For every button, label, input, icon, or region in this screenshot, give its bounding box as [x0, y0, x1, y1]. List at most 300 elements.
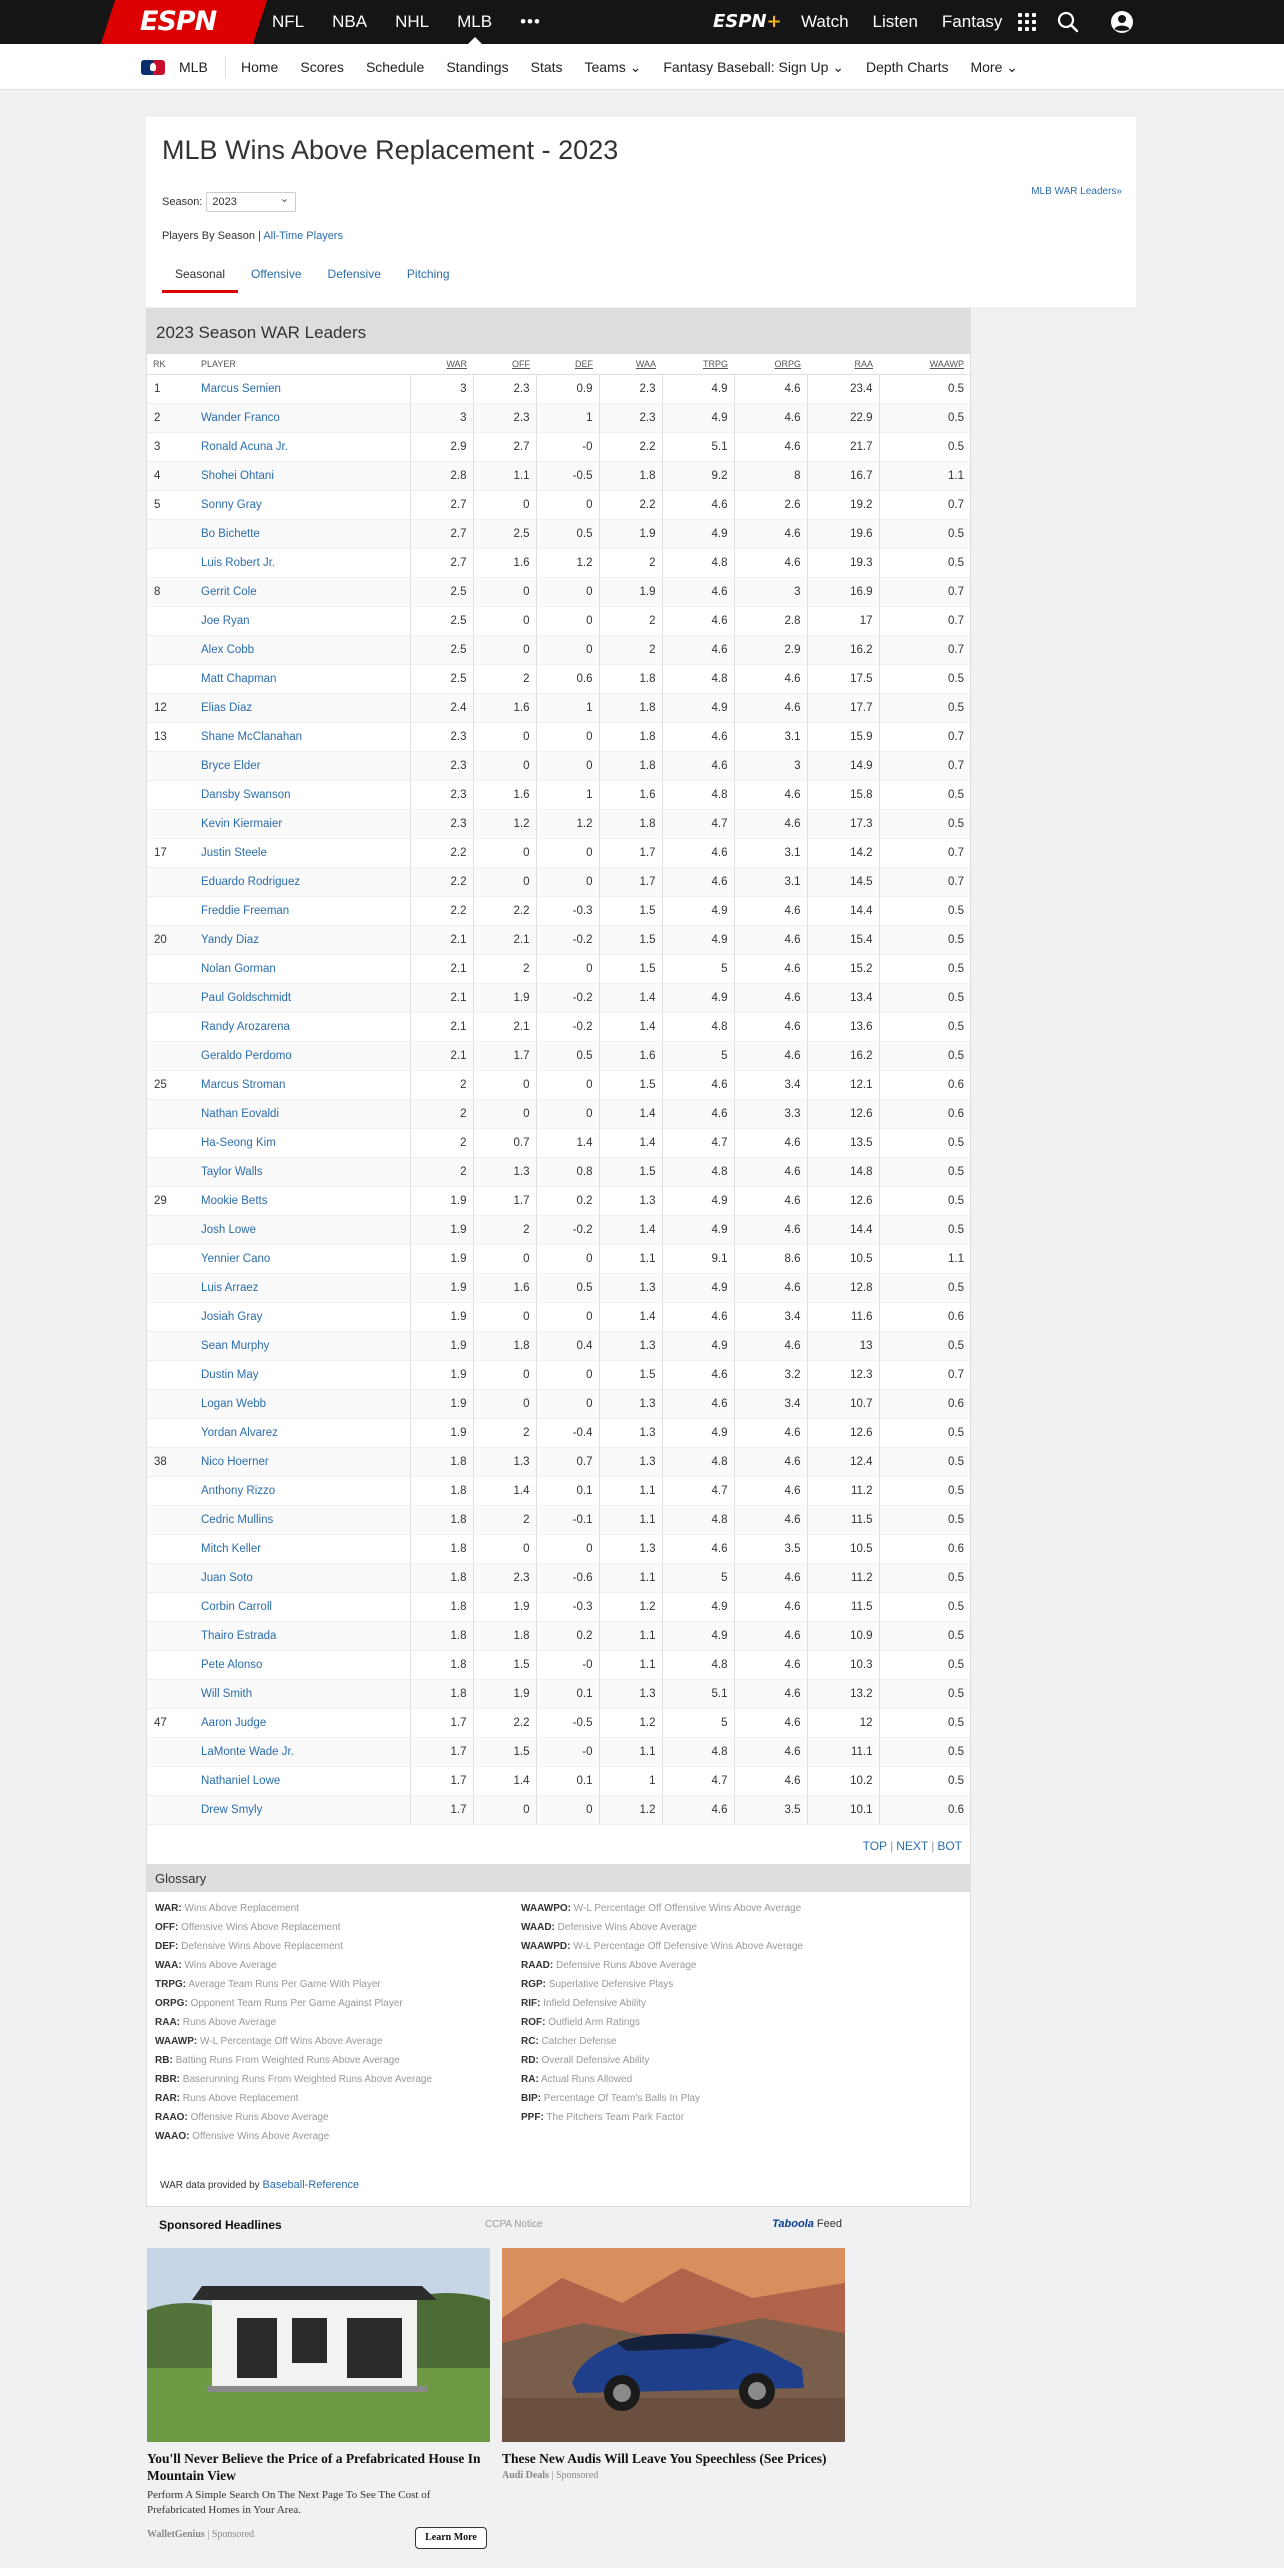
player-name-link[interactable]: Elias Diaz [195, 693, 410, 722]
player-name-link[interactable]: LaMonte Wade Jr. [195, 1737, 410, 1766]
player-name-link[interactable]: Nolan Gorman [195, 954, 410, 983]
stat-cell: 2.5 [410, 577, 473, 606]
subnav-depth-charts[interactable]: Depth Charts [865, 59, 949, 75]
table-row [147, 577, 970, 606]
col-def[interactable]: DEF [536, 354, 599, 374]
stat-cell: 1.3 [599, 1389, 662, 1418]
stat-cell: 4.6 [734, 1766, 807, 1795]
stat-cell: 0.5 [879, 1012, 970, 1041]
learn-more-button[interactable]: Learn More [415, 2527, 487, 2549]
stat-cell: 0 [536, 867, 599, 896]
stat-cell: 0.5 [879, 403, 970, 432]
season-label: Season: [162, 196, 203, 208]
player-name-link[interactable]: Paul Goldschmidt [195, 983, 410, 1012]
stat-cell: 0.7 [879, 1360, 970, 1389]
stat-cell: 2.7 [410, 519, 473, 548]
rank-cell: 2 [147, 403, 195, 432]
stat-cell: 14.4 [807, 896, 879, 925]
stat-cell: 0 [536, 1534, 599, 1563]
rank-cell [147, 780, 195, 809]
stat-cell: -0.3 [536, 896, 599, 925]
stat-cell: 0.1 [536, 1476, 599, 1505]
stat-cell: 3.3 [734, 1099, 807, 1128]
player-name-link[interactable]: Marcus Semien [195, 374, 410, 403]
rank-cell [147, 954, 195, 983]
player-name-link[interactable]: Dustin May [195, 1360, 410, 1389]
stat-cell: 0.5 [879, 432, 970, 461]
player-name-link[interactable]: Sean Murphy [195, 1331, 410, 1360]
nav-mlb[interactable]: MLB [457, 0, 492, 44]
stat-cell: 0 [536, 1795, 599, 1824]
stat-cell: 1.2 [536, 809, 599, 838]
player-name-link[interactable]: Nathaniel Lowe [195, 1766, 410, 1795]
stat-cell: 13.2 [807, 1679, 879, 1708]
table-row [147, 1795, 970, 1824]
stat-cell: 0 [473, 1360, 536, 1389]
stat-cell: 2.1 [410, 983, 473, 1012]
stat-cell: 4.6 [662, 1795, 734, 1824]
season-select[interactable]: 2023 ⌄ [206, 192, 296, 212]
stat-cell: 2.3 [410, 780, 473, 809]
stat-cell: 1.4 [599, 1012, 662, 1041]
stat-cell: 1.7 [410, 1708, 473, 1737]
stat-cell: 1 [599, 1766, 662, 1795]
table-row [147, 1621, 970, 1650]
stat-cell: 2.8 [734, 606, 807, 635]
stat-cell: 2 [599, 606, 662, 635]
rank-cell [147, 1302, 195, 1331]
table-row [147, 1505, 970, 1534]
stat-cell: 0 [536, 1389, 599, 1418]
stat-cell: 0 [473, 751, 536, 780]
stat-cell: 0.5 [879, 780, 970, 809]
stat-cell: 0.5 [879, 1128, 970, 1157]
player-name-link[interactable]: Pete Alonso [195, 1650, 410, 1679]
player-name-link[interactable]: Thairo Estrada [195, 1621, 410, 1650]
stat-cell: 10.7 [807, 1389, 879, 1418]
rank-cell [147, 606, 195, 635]
stat-cell: 1.6 [599, 780, 662, 809]
subnav-standings[interactable]: Standings [446, 59, 509, 75]
stat-cell: 8.6 [734, 1244, 807, 1273]
stat-cell: 0.7 [879, 635, 970, 664]
player-name-link[interactable]: Logan Webb [195, 1389, 410, 1418]
stat-cell: 2.1 [473, 1012, 536, 1041]
stat-cell: 1.2 [599, 1708, 662, 1737]
table-row [147, 606, 970, 635]
glossary-entry: WAA: Wins Above Average [155, 1960, 277, 1971]
player-name-link[interactable]: Justin Steele [195, 838, 410, 867]
nav-watch[interactable]: Watch [801, 12, 849, 31]
col-waa[interactable]: WAA [599, 354, 662, 374]
player-name-link[interactable]: Freddie Freeman [195, 896, 410, 925]
taboola-feed-logo[interactable]: Taboola Feed [772, 2218, 842, 2230]
stat-cell: 4.6 [734, 1215, 807, 1244]
stat-cell: 1.8 [410, 1592, 473, 1621]
stat-cell: 2 [410, 1128, 473, 1157]
player-name-link[interactable]: Anthony Rizzo [195, 1476, 410, 1505]
sponsored-header [147, 2218, 842, 2234]
stat-cell: 0 [536, 635, 599, 664]
espn-logo[interactable]: ESPN [140, 6, 217, 37]
rank-cell [147, 751, 195, 780]
stat-cell: 1.8 [410, 1621, 473, 1650]
stat-cell: -0.2 [536, 1215, 599, 1244]
ad-description-prefab-house: Perform A Simple Search On The Next Page To See The Cost of Prefabricated Homes in Your Area. [147, 2489, 431, 2516]
stat-cell: 5.1 [662, 432, 734, 461]
table-row [147, 1708, 970, 1737]
subnav-schedule[interactable]: Schedule [365, 59, 425, 75]
pager-next[interactable]: NEXT [896, 1839, 929, 1853]
stat-cell: 3.4 [734, 1302, 807, 1331]
col-off[interactable]: OFF [473, 354, 536, 374]
rank-cell: 38 [147, 1447, 195, 1476]
stat-cell: 1.6 [473, 693, 536, 722]
player-name-link[interactable]: Matt Chapman [195, 664, 410, 693]
rank-cell [147, 548, 195, 577]
table-row [147, 722, 970, 751]
stat-cell: 1.4 [599, 1128, 662, 1157]
stat-cell: 0 [473, 577, 536, 606]
stat-cell: 0 [536, 751, 599, 780]
stat-cell: 12.4 [807, 1447, 879, 1476]
player-name-link[interactable]: Luis Robert Jr. [195, 548, 410, 577]
stat-cell: 0.5 [879, 1186, 970, 1215]
nav-nba[interactable]: NBA [332, 12, 368, 31]
media-nav [801, 0, 1026, 44]
stat-cell: 2.3 [410, 751, 473, 780]
ad-title-prefab-house[interactable]: You'll Never Believe the Price of a Prefabricated House In Mountain View [147, 2451, 481, 2483]
player-name-link[interactable]: Drew Smyly [195, 1795, 410, 1824]
stat-cell: 1.8 [410, 1534, 473, 1563]
stat-cell: 2 [599, 635, 662, 664]
stat-cell: 1.9 [410, 1331, 473, 1360]
search-icon[interactable] [1057, 11, 1079, 33]
user-profile-icon[interactable] [1110, 10, 1134, 34]
mlb-logo-icon[interactable] [141, 60, 165, 75]
stat-cell: 12.6 [807, 1186, 879, 1215]
stat-cell: 1.9 [599, 577, 662, 606]
stat-cell: 2.2 [473, 1708, 536, 1737]
table-row [147, 1563, 970, 1592]
player-name-link[interactable]: Aaron Judge [195, 1708, 410, 1737]
glossary-entry: WAAD: Defensive Wins Above Average [521, 1922, 698, 1933]
subnav-more[interactable]: More ⌄ [970, 59, 1018, 75]
stat-cell: 2 [473, 954, 536, 983]
stat-cell: 2.3 [410, 722, 473, 751]
stat-cell: 0.9 [536, 374, 599, 403]
player-name-link[interactable]: Will Smith [195, 1679, 410, 1708]
rank-cell [147, 1795, 195, 1824]
player-name-link[interactable]: Marcus Stroman [195, 1070, 410, 1099]
page-title: MLB Wins Above Replacement - 2023 [162, 135, 619, 165]
stat-cell: 4.6 [662, 490, 734, 519]
stat-cell: 4.6 [734, 1679, 807, 1708]
nav-nhl[interactable]: NHL [395, 12, 430, 31]
stat-cell: 2.2 [410, 867, 473, 896]
stat-cell: 1.9 [473, 983, 536, 1012]
stat-cell: 0.6 [536, 664, 599, 693]
subnav-divider [225, 56, 226, 78]
player-name-link[interactable]: Mookie Betts [195, 1186, 410, 1215]
player-name-link[interactable]: Mitch Keller [195, 1534, 410, 1563]
baseball-reference-link[interactable]: Baseball-Reference [262, 2179, 360, 2191]
stat-cell: 0 [536, 954, 599, 983]
player-name-link[interactable]: Kevin Kiermaier [195, 809, 410, 838]
stat-cell: 1.8 [599, 693, 662, 722]
table-row [147, 490, 970, 519]
stat-cell: 2.1 [410, 1012, 473, 1041]
pager-separator: | [890, 1839, 894, 1853]
stat-cell: 3.1 [734, 722, 807, 751]
player-name-link[interactable]: Ha-Seong Kim [195, 1128, 410, 1157]
subnav-scores[interactable]: Scores [300, 59, 344, 75]
nav-nfl[interactable]: NFL [272, 12, 305, 31]
stat-cell: 4.6 [734, 693, 807, 722]
stat-cell: 1.1 [599, 1476, 662, 1505]
stat-cell: 4.6 [734, 1563, 807, 1592]
stat-cell: 4.8 [662, 1505, 734, 1534]
player-name-link[interactable]: Josiah Gray [195, 1302, 410, 1331]
player-name-link[interactable]: Eduardo Rodriguez [195, 867, 410, 896]
espn-plus-logo[interactable]: ESPN+ [713, 11, 782, 32]
subnav-stats[interactable]: Stats [530, 59, 563, 75]
stat-cell: 4.6 [662, 1302, 734, 1331]
col-waawp[interactable]: WAAWP [879, 354, 970, 374]
stat-cell: 2.3 [473, 403, 536, 432]
table-body [147, 374, 970, 1824]
stat-cell: 4.7 [662, 1128, 734, 1157]
table-row [147, 1099, 970, 1128]
player-name-link[interactable]: Juan Soto [195, 1563, 410, 1592]
stat-cell: 4.9 [662, 896, 734, 925]
subnav-league-label[interactable]: MLB [179, 59, 208, 75]
pager-bot[interactable]: BOT [937, 1839, 962, 1853]
tab-pitching[interactable]: Pitching [406, 267, 450, 281]
player-name-link[interactable]: Gerrit Cole [195, 577, 410, 606]
stat-cell: 4.6 [662, 1360, 734, 1389]
stat-cell: 2.3 [410, 809, 473, 838]
subnav-teams[interactable]: Teams ⌄ [584, 59, 642, 75]
table-row [147, 1128, 970, 1157]
stat-cell: -0 [536, 432, 599, 461]
player-name-link[interactable]: Taylor Walls [195, 1157, 410, 1186]
pager-top[interactable]: TOP [862, 1839, 888, 1853]
stat-cell: 0.5 [879, 809, 970, 838]
stat-cell: 13.6 [807, 1012, 879, 1041]
stat-cell: 4.6 [662, 1534, 734, 1563]
stat-cell: 0.5 [879, 1505, 970, 1534]
stat-cell: 0 [473, 1244, 536, 1273]
stat-cell: 1 [536, 693, 599, 722]
stat-cell: 3 [410, 403, 473, 432]
stat-cell: 2.5 [410, 664, 473, 693]
tab-offensive[interactable]: Offensive [251, 267, 302, 281]
rank-cell [147, 1012, 195, 1041]
player-name-link[interactable]: Yandy Diaz [195, 925, 410, 954]
tab-seasonal[interactable]: Seasonal [162, 259, 238, 293]
table-row [147, 983, 970, 1012]
all-time-players-link[interactable]: All-Time Players [263, 230, 343, 242]
stat-cell: 0.5 [879, 548, 970, 577]
stat-cell: 4.8 [662, 1737, 734, 1766]
stat-cell: 3 [734, 751, 807, 780]
player-name-link[interactable]: Joe Ryan [195, 606, 410, 635]
stat-cell: 2.3 [599, 374, 662, 403]
stat-cell: 12.8 [807, 1273, 879, 1302]
player-name-link[interactable]: Shane McClanahan [195, 722, 410, 751]
glossary-entry: WAAWPO: W-L Percentage Off Offensive Wins Above Average [521, 1903, 802, 1914]
stat-cell: 0 [536, 1099, 599, 1128]
nav-listen[interactable]: Listen [872, 12, 918, 31]
stat-cell: 2 [473, 1418, 536, 1447]
stat-cell: 1.5 [599, 1157, 662, 1186]
glossary-entry: DEF: Defensive Wins Above Replacement [155, 1941, 343, 1952]
ad-image-audi[interactable] [502, 2248, 845, 2442]
player-name-link[interactable]: Yennier Cano [195, 1244, 410, 1273]
stat-cell: 4.6 [734, 664, 807, 693]
stat-cell: 14.4 [807, 1215, 879, 1244]
player-name-link[interactable]: Wander Franco [195, 403, 410, 432]
stat-cell: 1.3 [599, 1447, 662, 1476]
stat-cell: 4.9 [662, 374, 734, 403]
stat-cell: 1.3 [473, 1157, 536, 1186]
stat-cell: 0 [536, 838, 599, 867]
stat-cell: 0 [473, 1099, 536, 1128]
stat-cell: 0.8 [536, 1157, 599, 1186]
apps-grid-icon[interactable] [1018, 13, 1036, 31]
rank-cell [147, 896, 195, 925]
stat-cell: 13.5 [807, 1128, 879, 1157]
col-war[interactable]: WAR [410, 354, 473, 374]
stat-cell: 1.8 [599, 809, 662, 838]
col-trpg[interactable]: TRPG [662, 354, 734, 374]
table-row [147, 1273, 970, 1302]
tab-defensive[interactable]: Defensive [327, 267, 381, 281]
player-name-link[interactable]: Cedric Mullins [195, 1505, 410, 1534]
stat-cell: 2.7 [473, 432, 536, 461]
player-name-link[interactable]: Geraldo Perdomo [195, 1041, 410, 1070]
stat-cell: 0.7 [879, 867, 970, 896]
player-name-link[interactable]: Dansby Swanson [195, 780, 410, 809]
stat-cell: 1.9 [410, 1418, 473, 1447]
stat-cell: 1.8 [410, 1679, 473, 1708]
stat-cell: 1.4 [599, 1099, 662, 1128]
stat-cell: 4.9 [662, 1215, 734, 1244]
stat-cell: 4.6 [734, 1505, 807, 1534]
stat-cell: 16.9 [807, 577, 879, 606]
player-name-link[interactable]: Bryce Elder [195, 751, 410, 780]
stat-cell: 10.9 [807, 1621, 879, 1650]
stat-cell: 4.9 [662, 1418, 734, 1447]
ccpa-notice-link[interactable]: CCPA Notice [485, 2219, 543, 2230]
player-name-link[interactable]: Nico Hoerner [195, 1447, 410, 1476]
stat-cell: 2 [410, 1099, 473, 1128]
stat-cell: 4.6 [734, 1621, 807, 1650]
player-name-link[interactable]: Sonny Gray [195, 490, 410, 519]
stat-cell: 1.6 [473, 548, 536, 577]
stat-cell: 0.7 [879, 722, 970, 751]
stat-cell: 11.5 [807, 1592, 879, 1621]
stat-cell: 0 [473, 1389, 536, 1418]
glossary-entry: PPF: The Pitchers Team Park Factor [521, 2112, 685, 2123]
stat-cell: 3.4 [734, 1389, 807, 1418]
table-pager [863, 1839, 962, 1853]
player-name-link[interactable]: Nathan Eovaldi [195, 1099, 410, 1128]
stat-cell: 1.9 [410, 1215, 473, 1244]
player-name-link[interactable]: Alex Cobb [195, 635, 410, 664]
col-raa[interactable]: RAA [807, 354, 879, 374]
subnav-fantasy-baseball[interactable]: Fantasy Baseball: Sign Up ⌄ [663, 59, 844, 75]
glossary-entry: RAAO: Offensive Runs Above Average [155, 2112, 329, 2123]
player-name-link[interactable]: Luis Arraez [195, 1273, 410, 1302]
stat-cell: 1.1 [599, 1244, 662, 1273]
stat-cell: 1.8 [473, 1331, 536, 1360]
subnav-home[interactable]: Home [241, 59, 279, 75]
stat-cell: 2.1 [410, 954, 473, 983]
player-name-link[interactable]: Josh Lowe [195, 1215, 410, 1244]
stat-cell: 4.6 [662, 751, 734, 780]
glossary-entry: WAAWP: W-L Percentage Off Wins Above Average [155, 2036, 383, 2047]
war-leaders-link[interactable]: MLB WAR Leaders» [1031, 186, 1122, 197]
rank-cell [147, 1766, 195, 1795]
stat-cell: 4.6 [734, 1186, 807, 1215]
player-name-link[interactable]: Randy Arozarena [195, 1012, 410, 1041]
stat-cell: 0.5 [879, 1592, 970, 1621]
stat-cell: 0 [473, 867, 536, 896]
stat-cell: 5 [662, 1708, 734, 1737]
table-row [147, 1766, 970, 1795]
nav-fantasy[interactable]: Fantasy [941, 12, 1003, 31]
table-row [147, 1070, 970, 1099]
table-row [147, 1041, 970, 1070]
stat-cell: 0 [473, 722, 536, 751]
glossary-entry: RGP: Superlative Defensive Plays [521, 1979, 674, 1990]
col-orpg[interactable]: ORPG [734, 354, 807, 374]
stat-cell: -0.4 [536, 1418, 599, 1447]
more-sports-icon[interactable]: ••• [520, 12, 541, 31]
glossary-entry: RB: Batting Runs From Weighted Runs Above Average [155, 2055, 400, 2066]
ad-image-prefab-house[interactable] [147, 2248, 490, 2442]
player-name-link[interactable]: Yordan Alvarez [195, 1418, 410, 1447]
player-name-link[interactable]: Bo Bichette [195, 519, 410, 548]
stat-cell: 4.8 [662, 664, 734, 693]
rank-cell [147, 1621, 195, 1650]
stat-cell: 0.5 [879, 1563, 970, 1592]
player-name-link[interactable]: Shohei Ohtani [195, 461, 410, 490]
stat-cell: 4.8 [662, 1012, 734, 1041]
player-name-link[interactable]: Corbin Carroll [195, 1592, 410, 1621]
stat-cell: 4.9 [662, 403, 734, 432]
stat-cell: 1.3 [473, 1447, 536, 1476]
player-name-link[interactable]: Ronald Acuna Jr. [195, 432, 410, 461]
mlb-subnav [0, 44, 1284, 90]
sponsored-headlines-title: Sponsored Headlines [159, 2218, 282, 2232]
stat-cell: 9.2 [662, 461, 734, 490]
stat-cell: 9.1 [662, 1244, 734, 1273]
ad-title-audi[interactable]: These New Audis Will Leave You Speechless (See Prices) [502, 2451, 827, 2466]
stat-cell: 1.7 [599, 838, 662, 867]
stat-cell: 17.3 [807, 809, 879, 838]
stat-cell: 1.9 [599, 519, 662, 548]
stat-cell: 2.1 [410, 925, 473, 954]
stat-cell: 4.8 [662, 1447, 734, 1476]
stat-cell: -0.2 [536, 1012, 599, 1041]
stat-cell: 1.4 [473, 1766, 536, 1795]
stat-cell: 1.5 [599, 1360, 662, 1389]
stat-cell: -0 [536, 1650, 599, 1679]
stat-cell: 1.3 [599, 1186, 662, 1215]
